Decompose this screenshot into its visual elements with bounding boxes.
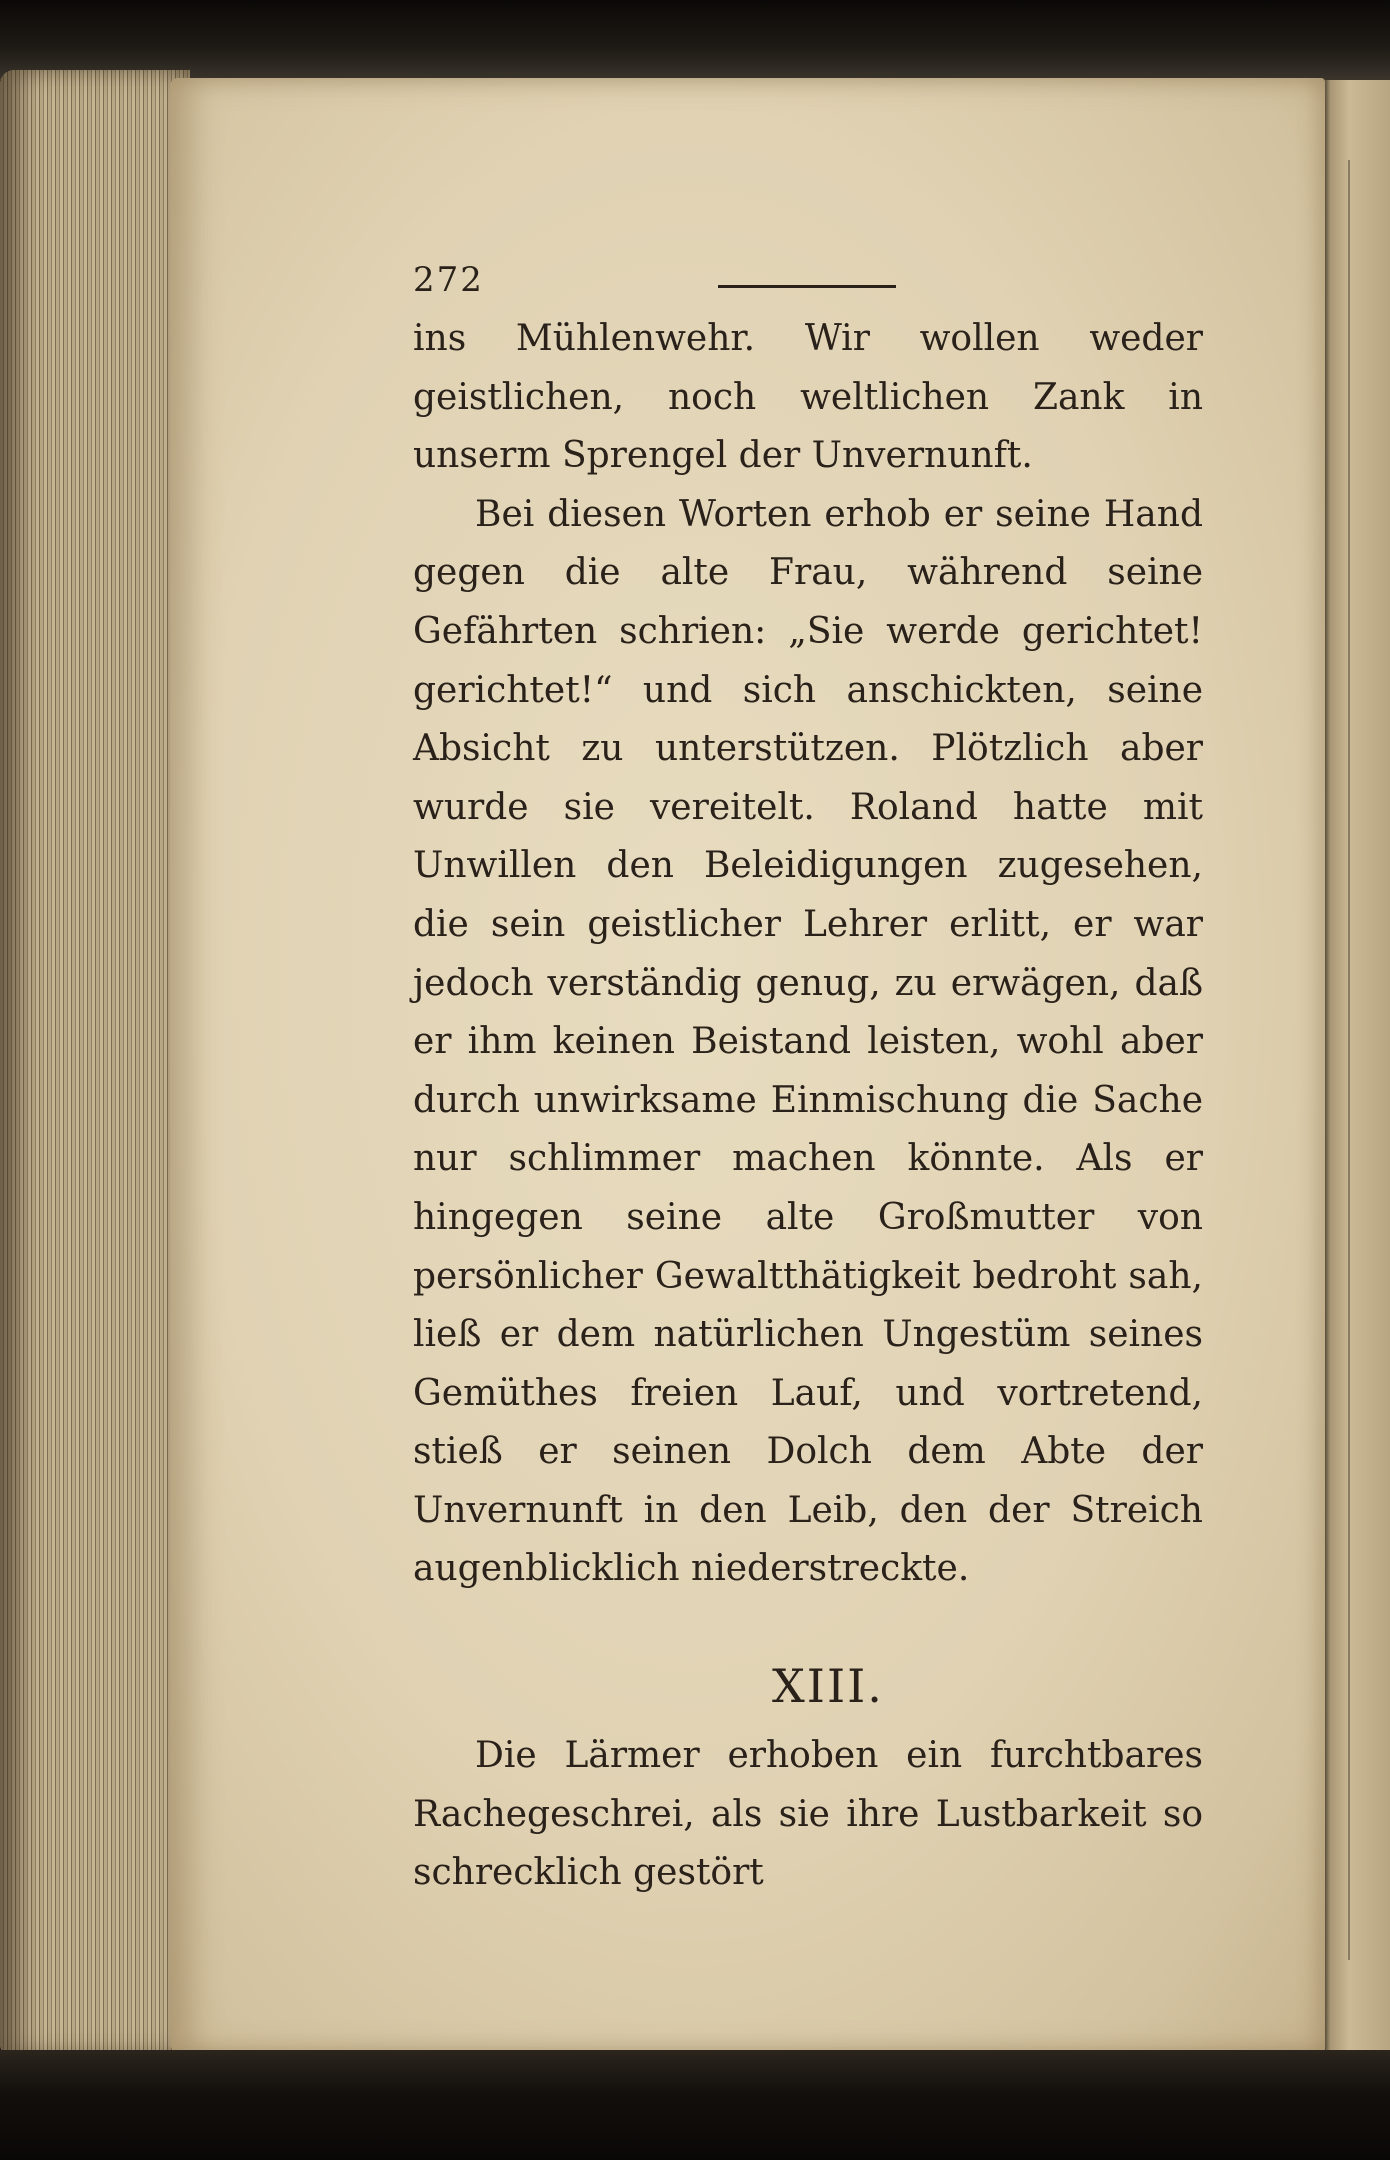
header-rule [718, 285, 896, 288]
chapter-heading: XIII. [772, 1659, 884, 1714]
page-number: 272 [413, 260, 484, 300]
next-page-edge [1322, 80, 1390, 2050]
binding-bottom [0, 2050, 1390, 2160]
page-header [413, 250, 1203, 310]
binding-top [0, 0, 1390, 80]
page-edges [0, 70, 190, 2055]
chapter-paragraph: Die Lärmer erhoben ein furchtbares Rachegeschrei, als sie ihre Lustbarkeit so schrecklich gestört [413, 1735, 1203, 1894]
paragraph-continued: ins Mühlenwehr. Wir wollen weder geistlichen, noch weltlichen Zank in unserm Sprengel der Unvernunft. [413, 318, 1203, 477]
text-block [413, 250, 1203, 1903]
paragraph: Bei diesen Worten erhob er seine Hand gegen die alte Frau, während seine Gefährten schrien: „Sie werde gerichtet! gerichtet!“ und sich anschickten, seine Absicht zu unterstützen. Plötzlich aber wurde sie vereitelt. Roland hatte mit Unwillen den Beleidigungen zugesehen, die sein geistlicher Lehrer erlitt, er war jedoch verständig genug, zu erwägen, daß er ihm keinen Beistand leisten, wohl aber durch unwirksame Einmischung die Sache nur schlimmer machen könnte. Als er hingegen seine alte Großmutter von persönlicher Gewaltthätigkeit bedroht sah, ließ er dem natürlichen Ungestüm seines Gemüthes freien Lauf, und vortretend, stieß er seinen Dolch dem Abte der Unvernunft in den Leib, den der Streich augenblicklich niederstreckte. [413, 493, 1203, 1590]
